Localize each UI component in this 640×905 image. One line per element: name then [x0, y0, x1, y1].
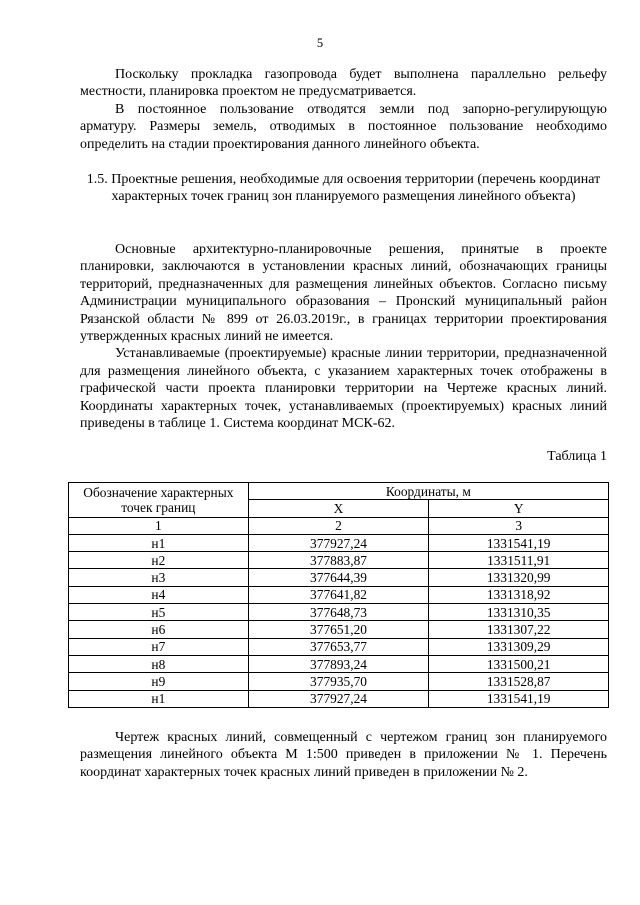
x-cell: 377641,82 [248, 586, 429, 603]
table-row [69, 552, 609, 569]
table-row [69, 534, 609, 551]
table-caption: Таблица 1 [547, 449, 607, 464]
point-cell: н7 [69, 638, 249, 655]
y-cell: 1331307,22 [429, 621, 609, 638]
x-cell: 377651,20 [248, 621, 429, 638]
table-row [69, 690, 609, 707]
body-text [80, 241, 607, 432]
table-row [69, 621, 609, 638]
section-heading: 1.5. Проектные решения, необходимые для освоения территории (перечень координат характерных точек границ зон планируемого размещения линейного объекта) [86, 172, 601, 205]
x-cell: 377653,77 [248, 638, 429, 655]
table-row [69, 638, 609, 655]
column-number: 2 [248, 517, 429, 534]
table-row [69, 655, 609, 672]
point-cell: н8 [69, 655, 249, 672]
point-cell: н1 [69, 690, 249, 707]
x-cell: 377927,24 [248, 690, 429, 707]
x-cell: 377648,73 [248, 604, 429, 621]
paragraph: Чертеж красных линий, совмещенный с чертежом границ зон планируемого размещения линейного объекта М 1:500 приведен в приложении № 1. Перечень координат характерных точек красных линий приведен в приложении № 2. [80, 730, 607, 780]
header-point: Обозначение характерных точек границ [69, 483, 249, 518]
table-row [69, 604, 609, 621]
y-cell: 1331320,99 [429, 569, 609, 586]
y-cell: 1331511,91 [429, 552, 609, 569]
header-coordinates: Координаты, м [248, 483, 608, 500]
y-cell: 1331309,29 [429, 638, 609, 655]
y-cell: 1331528,87 [429, 673, 609, 690]
column-number: 1 [69, 517, 249, 534]
x-cell: 377883,87 [248, 552, 429, 569]
x-cell: 377893,24 [248, 655, 429, 672]
intro-text [80, 66, 607, 153]
page-number: 5 [316, 36, 324, 50]
paragraph: Основные архитектурно-планировочные решения, принятые в проекте планировки, заключаются в установлении красных линий, обозначающих границы территорий, предназначенных для размещения линейных объектов. Согласно письму Администрации муниципального образования – Пронский муниципальный район Рязанской области № 899 от 26.03.2019г., в границах территории проектирования утвержденных красных линий не имеется. [80, 242, 607, 345]
y-cell: 1331310,35 [429, 604, 609, 621]
point-cell: н3 [69, 569, 249, 586]
table-row [69, 586, 609, 603]
closing-text [80, 729, 607, 781]
point-cell: н5 [69, 604, 249, 621]
y-cell: 1331541,19 [429, 534, 609, 551]
paragraph: Поскольку прокладка газопровода будет выполнена параллельно рельефу местности, планировка проектом не предусматривается. [80, 67, 607, 100]
coordinates-table [68, 482, 609, 708]
point-cell: н9 [69, 673, 249, 690]
paragraph: Устанавливаемые (проектируемые) красные линии территории, предназначенной для размещения линейного объекта, с указанием характерных точек отображены в графической части проекта планировки территории на Чертеже красных линий. Координаты характерных точек, устанавливаемых (проектируемых) красных линий приведены в таблице 1. Система координат МСК-62. [80, 346, 607, 432]
point-cell: н2 [69, 552, 249, 569]
x-cell: 377935,70 [248, 673, 429, 690]
point-cell: н1 [69, 534, 249, 551]
y-cell: 1331541,19 [429, 690, 609, 707]
y-cell: 1331318,92 [429, 586, 609, 603]
table-row [69, 673, 609, 690]
paragraph: В постоянное пользование отводятся земли под запорно-регулирующую арматуру. Размеры земель, отводимых в постоянное пользование необходимо определить на стадии проектирования данного линейного объекта. [80, 101, 607, 152]
column-number: 3 [429, 517, 609, 534]
point-cell: н6 [69, 621, 249, 638]
x-cell: 377644,39 [248, 569, 429, 586]
header-x: X [248, 500, 429, 517]
point-cell: н4 [69, 586, 249, 603]
header-y: Y [429, 500, 609, 517]
x-cell: 377927,24 [248, 534, 429, 551]
y-cell: 1331500,21 [429, 655, 609, 672]
table-row [69, 569, 609, 586]
